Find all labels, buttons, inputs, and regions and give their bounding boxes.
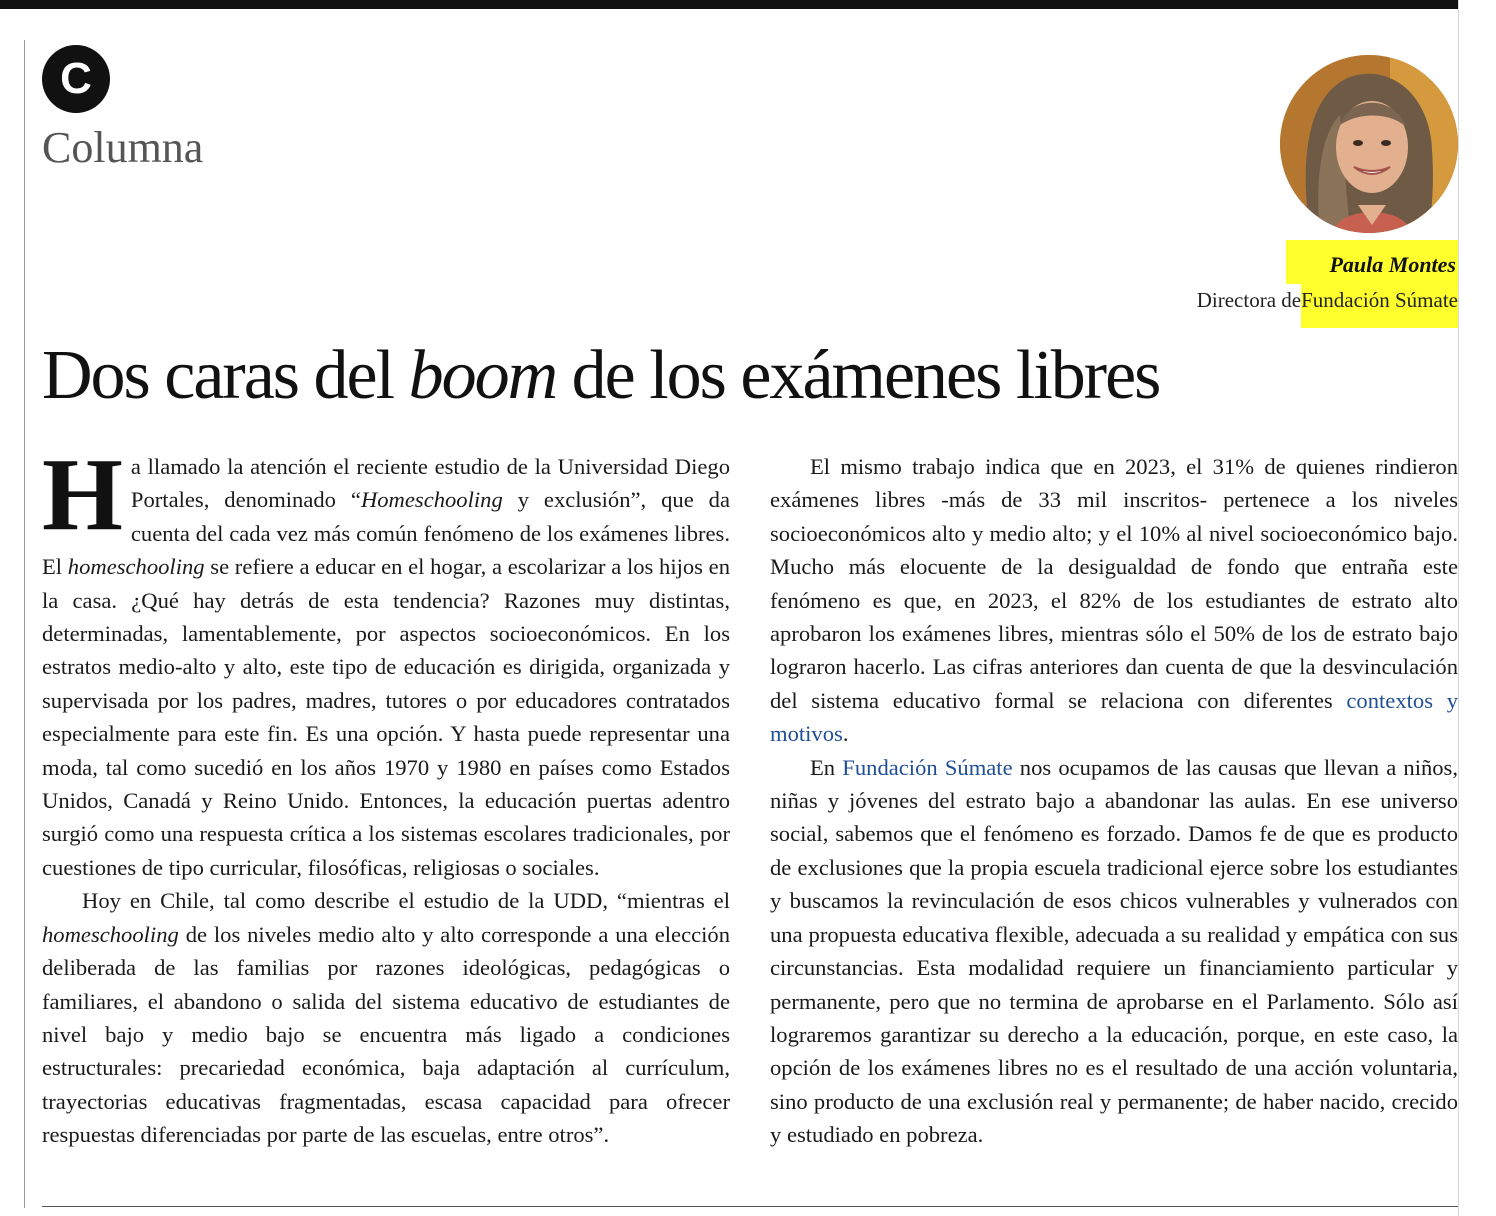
article-paragraph [42,437,731,884]
section-label: Columna [42,123,204,172]
right-page-edge [1458,0,1459,1216]
author-role-prefix: Directora de [1196,288,1302,312]
article-link-fundacion[interactable]: Fundación Súmate [842,754,1013,780]
drop-cap: H [42,437,123,552]
article-text: nos ocupamos de las causas que llevan a niños, niñas y jóvenes del estrato bajo a abandonar las aulas. En ese universo social, sabemos que el fenómeno es forzado. Damos fe de que es producto de exclusiones que la propia escuela tradicional ejerce sobre los estudiantes y buscamos la revinculación de esos chicos vulnerables y vulnerados con una propuesta educativa flexible, adecuada a su realidad y empática con sus circunstancias. Esta modalidad requiere un financiamiento particular y permanente, pero que no termina de aprobarse en el Parlamento. Sólo así lograremos garantizar su derecho a la educación, porque, en este caso, la opción de los exámenes libres no es el resultado de una acción voluntaria, sino producto de una exclusión real y permanente; de haber nacido, crecido y estudiado en pobreza. [770,754,1459,1148]
article-emphasis: Homeschooling [360,487,503,513]
headline [42,334,1159,418]
article-text: a llamado la atención el reciente estudio de la Universidad Diego Portales, denominado “ [130,454,730,513]
author-portrait-icon [1280,55,1458,233]
left-column-rule [24,40,25,1208]
article-paragraph [770,450,1458,751]
article-emphasis: homeschooling [67,554,205,580]
article-link-contextos[interactable]: contextos y motivos [770,687,1458,747]
author-role [1197,284,1458,328]
article-emphasis: homeschooling [42,921,179,947]
top-rule [0,0,1458,9]
article-column-left [42,437,731,1152]
article-text: En [810,754,843,780]
bottom-rule [42,1206,1458,1207]
article-text: . [842,721,849,747]
section-badge-letter: C [60,54,92,103]
article-text: de los niveles medio alto y alto corresponde a una elección deliberada de las familias por razones ideológicas, pedagógicas o familiares, el abandono o salida del sistema educativo de estudiantes de nivel bajo y medio bajo se encuentra más ligado a condiciones estructurales: precariedad económica, baja adaptación al currículum, trayectorias educativas fragmentadas, escasa capacidad para ofrecer respuestas diferenciadas por parte de las escuelas, entre otros”. [42,921,730,1148]
author-name: Paula Montes [1286,240,1458,284]
article-text: se refiere a educar en el hogar, a escolarizar a los hijos en la casa. ¿Qué hay detrás de esta tendencia? Razones muy distintas, determinadas, lamentablemente, por aspectos socioeconómicos. En los estratos medio-alto y alto, este tipo de educación es dirigida, organizada y supervisada por los padres, madres, tutores o por educadores contratados especialmente para este fin. Es una opción. Y hasta puede representar una moda, tal como sucedió en los años 1970 y 1980 en países como Estados Unidos, Canadá y Reino Unido. Entonces, la educación puertas adentro surgió como una respuesta crítica a los sistemas escolares tradicionales, por cuestiones de tipo curricular, filosóficas, religiosas o sociales. [42,554,730,880]
author-organization: Fundación Súmate [1301,284,1458,328]
article-paragraph [42,884,730,1151]
article-text: y exclusión”, que da cuenta del cada vez más común fenómeno de los exámenes libres. El [42,487,731,580]
headline-emphasis: boom [408,337,557,414]
headline-after: de los exámenes libres [556,337,1160,414]
article-paragraph [770,751,1458,1152]
section-badge [42,45,110,113]
article-column-right [770,450,1458,1152]
article-text: El mismo trabajo indica que en 2023, el 31% de quienes rindieron exámenes libres -más de 33 mil inscritos- pertenece a los niveles socioeconómicos alto y medio alto; y el 10% al nivel socioeconómico bajo. Mucho más elocuente de la desigualdad de fondo que entraña este fenómeno es que, en 2023, el 82% de los estudiantes de estrato alto aprobaron los exámenes libres, mientras sólo el 50% de los de estrato bajo lograron hacerlo. Las cifras anteriores dan cuenta de que la desvinculación del sistema educativo formal se relaciona con diferentes [770,454,1458,713]
headline-before: Dos caras del [42,337,409,414]
article-text: Hoy en Chile, tal como describe el estudio de la UDD, “mientras el [82,888,730,914]
